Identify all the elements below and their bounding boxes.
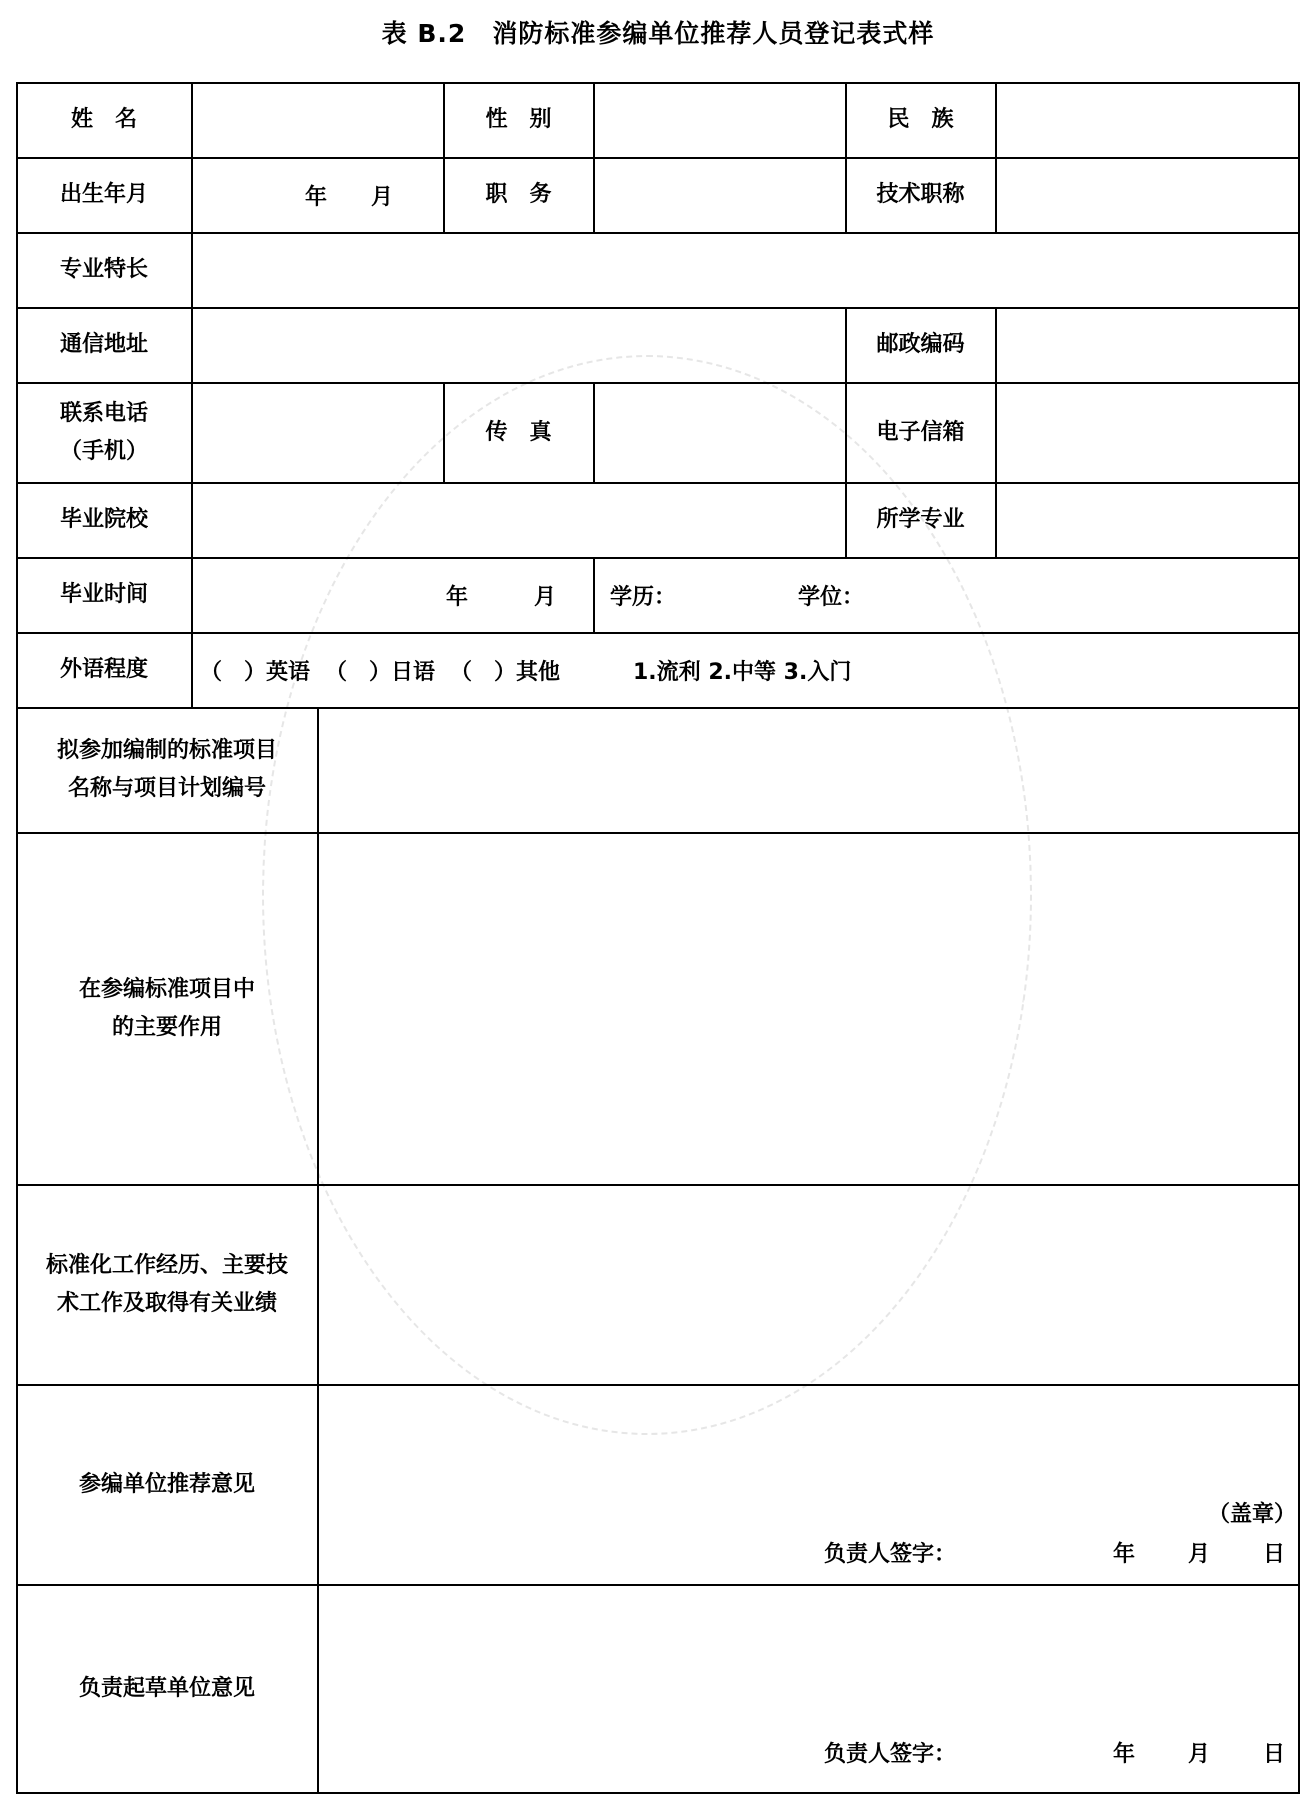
label-experience-line2: 术工作及取得有关业绩: [56, 1290, 277, 1316]
label-foreign-language: 外语程度: [59, 657, 148, 682]
row-divider: [16, 232, 1300, 234]
label-role-line2: 的主要作用: [111, 1014, 222, 1040]
label-phone: [16, 382, 192, 483]
label-tech-title: 技术职称: [876, 182, 965, 207]
option-japanese: （ ）日语: [325, 660, 436, 685]
column-divider: [593, 557, 595, 633]
sign-day: 日: [1263, 1542, 1286, 1567]
signer-label: 负责人签字：: [824, 1742, 957, 1767]
label-phone-line1: 联系电话: [59, 400, 148, 426]
label-project: [16, 707, 318, 833]
label-ethnicity: 民 族: [887, 107, 954, 132]
birth-date-value: 年 月: [305, 185, 394, 210]
label-role-line1: 在参编标准项目中: [78, 976, 255, 1002]
option-other: （ ）其他: [450, 660, 561, 685]
label-address: 通信地址: [59, 332, 148, 357]
label-school: 毕业院校: [59, 507, 148, 532]
label-role: [16, 832, 318, 1185]
label-drafting-opinion: 负责起草单位意见: [78, 1676, 255, 1701]
row-divider: [16, 157, 1300, 159]
language-levels: 1.流利 2.中等 3.入门: [633, 660, 852, 685]
label-position: 职 务: [485, 182, 552, 207]
sign-month: 月: [1188, 1542, 1211, 1567]
label-experience-line1: 标准化工作经历、主要技: [45, 1252, 288, 1278]
sign-year: 年: [1113, 1742, 1136, 1767]
sign-year: 年: [1113, 1542, 1136, 1567]
label-phone-line2: （手机）: [59, 438, 148, 464]
label-project-line2: 名称与项目计划编号: [67, 776, 266, 801]
label-education: 学历：: [610, 585, 677, 610]
label-postcode: 邮政编码: [876, 332, 965, 357]
label-specialty: 专业特长: [59, 257, 148, 282]
page-title: 表 B.2 消防标准参编单位推荐人员登记表式样: [381, 19, 935, 48]
label-email: 电子信箱: [876, 419, 965, 445]
signer-label: 负责人签字：: [824, 1542, 957, 1567]
label-experience: [16, 1184, 318, 1385]
label-fax: 传 真: [485, 419, 552, 445]
label-birth: 出生年月: [59, 182, 148, 207]
label-major: 所学专业: [876, 507, 965, 532]
seal-note: （盖章）: [1208, 1502, 1297, 1527]
sign-month: 月: [1188, 1742, 1211, 1767]
grad-time-value: 年 月: [446, 585, 557, 610]
label-gender: 性 别: [485, 107, 552, 132]
label-degree: 学位：: [798, 585, 865, 610]
row-divider: [16, 557, 1300, 559]
label-unit-opinion: 参编单位推荐意见: [78, 1471, 255, 1497]
row-divider: [16, 382, 1300, 384]
row-divider: [16, 482, 1300, 484]
label-name: 姓 名: [70, 107, 137, 132]
label-grad-time: 毕业时间: [59, 582, 148, 607]
option-english: （ ）英语: [200, 660, 311, 685]
row-divider: [16, 307, 1300, 309]
sign-day: 日: [1263, 1742, 1286, 1767]
row-divider: [16, 632, 1300, 634]
label-project-line1: 拟参加编制的标准项目: [56, 738, 277, 763]
